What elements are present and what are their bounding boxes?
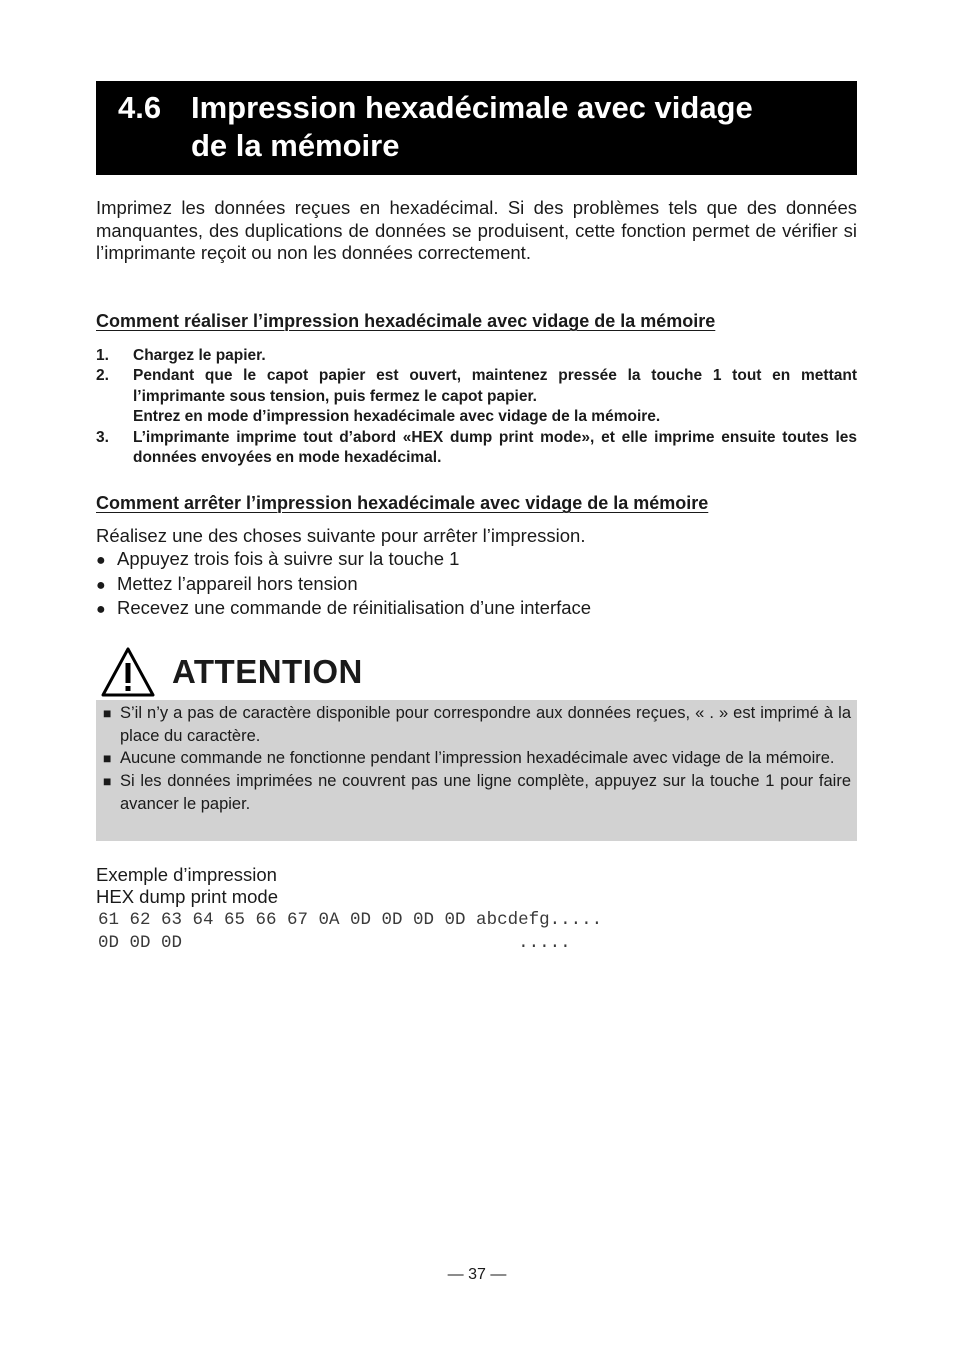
step-number: 2.	[96, 367, 109, 385]
step-text: Chargez le papier.	[133, 347, 266, 364]
square-bullet-icon: ■	[103, 750, 112, 767]
how-to-heading: Comment réaliser l’impression hexadécimale avec vidage de la mémoire	[96, 311, 716, 331]
hex-line: 0D 0D 0D .....	[98, 933, 603, 954]
section-title	[96, 81, 857, 175]
step-item	[96, 346, 857, 366]
bullet-dot-icon: ●	[96, 551, 106, 569]
bullet-text: Recevez une commande de réinitialisation d’une interface	[117, 597, 592, 619]
square-bullet-icon: ■	[103, 705, 112, 721]
stop-block	[96, 525, 857, 622]
hex-line: 61 62 63 64 65 66 67 0A 0D 0D 0D 0D abcdefg.....	[98, 909, 603, 930]
attention-item	[103, 702, 851, 747]
bullet-text: Mettez l’appareil hors tension	[117, 572, 358, 594]
example-label: Exemple d’impression	[96, 864, 277, 885]
attention-label: ATTENTION	[172, 653, 363, 690]
page-number: — 37 —	[447, 1266, 507, 1283]
section-number: 4.6	[118, 90, 162, 125]
intro-paragraph: Imprimez les données reçues en hexadécimal. Si des problèmes tels que des données manquantes, des duplications de données se produisent, cette fonction permet de vérifier si l’imprimante reçoit ou non les données correctement.	[96, 197, 857, 264]
section-title-line2: de la mémoire	[191, 128, 400, 163]
attention-text: Si les données imprimées ne couvrent pas une ligne complète, appuyez sur la touche 1 pour faire avancer le papier.	[120, 772, 851, 813]
section-title-line1: Impression hexadécimale avec vidage	[191, 90, 753, 125]
attention-text: Aucune commande ne fonctionne pendant l’impression hexadécimale avec vidage de la mémoire.	[120, 749, 835, 768]
how-to-steps	[96, 346, 857, 468]
list-item	[96, 573, 857, 598]
list-item	[96, 548, 857, 573]
warning-triangle-icon	[100, 646, 156, 698]
step-text: Pendant que le capot papier est ouvert, maintenez pressée la touche 1 tout en mettant l’imprimante sous tension, puis fermez le capot papier.	[133, 367, 857, 405]
step-number: 1.	[96, 347, 109, 364]
stop-intro: Réalisez une des choses suivante pour arrêter l’impression.	[96, 525, 586, 546]
step-item	[96, 428, 857, 469]
step-number: 3.	[96, 428, 109, 446]
step-extra-text: Entrez en mode d’impression hexadécimale avec vidage de la mémoire.	[133, 408, 661, 426]
step-text: L’imprimante imprime tout d’abord «HEX dump print mode», et elle imprime ensuite toutes les données envoyées en mode hexadécimal.	[133, 428, 857, 467]
attention-box	[96, 700, 857, 841]
bullet-dot-icon: ●	[96, 601, 106, 619]
attention-item	[103, 747, 851, 770]
attention-item	[103, 770, 851, 815]
step-item	[96, 366, 857, 427]
square-bullet-icon: ■	[103, 773, 112, 790]
bullet-dot-icon: ●	[96, 576, 106, 594]
bullet-text: Appuyez trois fois à suivre sur la touche 1	[117, 547, 460, 569]
list-item	[96, 597, 857, 622]
attention-text: S’il n’y a pas de caractère disponible pour correspondre aux données reçues, « . » est imprimé à la place du caractère.	[120, 704, 851, 745]
attention-header	[100, 644, 363, 700]
example-header: HEX dump print mode	[96, 886, 279, 908]
print-example	[96, 864, 857, 956]
stop-heading: Comment arrêter l’impression hexadécimale avec vidage de la mémoire	[96, 493, 709, 513]
